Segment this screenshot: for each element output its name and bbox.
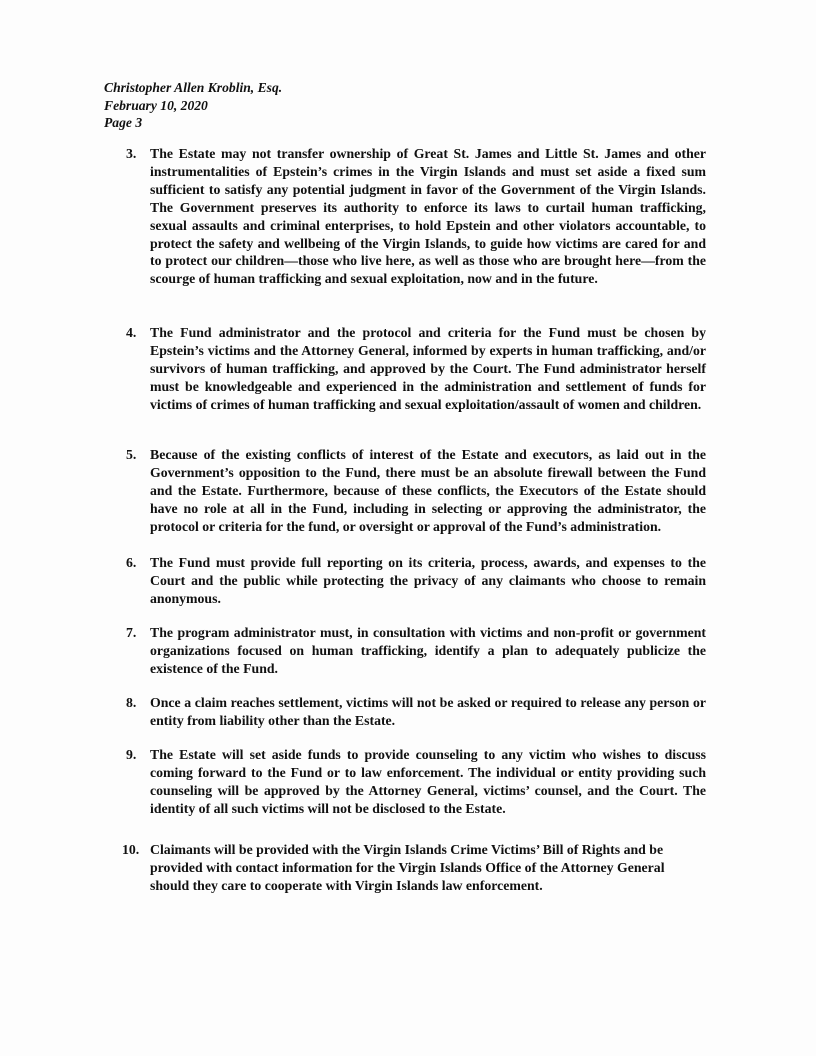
item-text: The Fund must provide full reporting on its criteria, process, awards, and expenses to the Court and the public while protecting the privacy of any claimants who choose to remain anonymous.	[150, 555, 706, 606]
item-number: 10.	[122, 842, 140, 857]
item-text: The Fund administrator and the protocol and criteria for the Fund must be chosen by Epstein’s victims and the Attorney General, informed by experts in human trafficking, and/or survivors of human trafficking, and approved by the Court. The Fund administrator herself must be knowledgeable and experienced in the administration and settlement of funds for victims of crimes of human trafficking and sexual exploitation/assault of women and children.	[150, 325, 706, 412]
item-text: Because of the existing conflicts of interest of the Estate and executors, as laid out in the Government’s opposition to the Fund, there must be an absolute firewall between the Fund and the Estate. Furthermore, because of these conflicts, the Executors of the Estate should have no role at all in the Fund, including in selecting or approving the administrator, the protocol or criteria for the fund, or oversight or approval of the Fund’s administration.	[150, 447, 706, 534]
item-text: The program administrator must, in consultation with victims and non-profit or government organizations focused on human trafficking, identify a plan to adequately publicize the existence of the Fund.	[150, 625, 706, 676]
recipient-name: Christopher Allen Kroblin, Esq.	[104, 80, 283, 95]
letter-header	[104, 79, 282, 132]
item-number: 6.	[126, 555, 137, 570]
item-number: 5.	[126, 447, 137, 462]
letter-date: February 10, 2020	[104, 97, 208, 113]
item-number: 8.	[126, 695, 137, 710]
item-number: 7.	[126, 625, 137, 640]
item-number: 4.	[126, 325, 137, 340]
item-number: 9.	[126, 747, 137, 762]
item-text: The Estate will set aside funds to provide counseling to any victim who wishes to discuss coming forward to the Fund or to law enforcement. The individual or entity providing such counseling will be approved by the Attorney General, victims’ counsel, and the Court. The identity of all such victims will not be disclosed to the Estate.	[150, 747, 706, 816]
item-number: 3.	[126, 146, 137, 161]
item-text: Once a claim reaches settlement, victims will not be asked or required to release any person or entity from liability other than the Estate.	[150, 695, 706, 728]
item-text: Claimants will be provided with the Virgin Islands Crime Victims’ Bill of Rights and be provided with contact information for the Virgin Islands Office of the Attorney General should they care to cooperate with Virgin Islands law enforcement.	[150, 842, 665, 893]
page-number: Page 3	[104, 115, 143, 130]
item-text: The Estate may not transfer ownership of Great St. James and Little St. James and other instrumentalities of Epstein’s crimes in the Virgin Islands and must set aside a fixed sum sufficient to satisfy any potential judgment in favor of the Government of the Virgin Islands. The Government preserves its authority to enforce its laws to curtail human trafficking, sexual assaults and criminal enterprises, to hold Epstein and other violators accountable, to protect the safety and wellbeing of the Virgin Islands, to guide how victims are cared for and to protect our children—those who live here, as well as those who are brought here—from the scourge of human trafficking and sexual exploitation, now and in the future.	[150, 146, 706, 287]
